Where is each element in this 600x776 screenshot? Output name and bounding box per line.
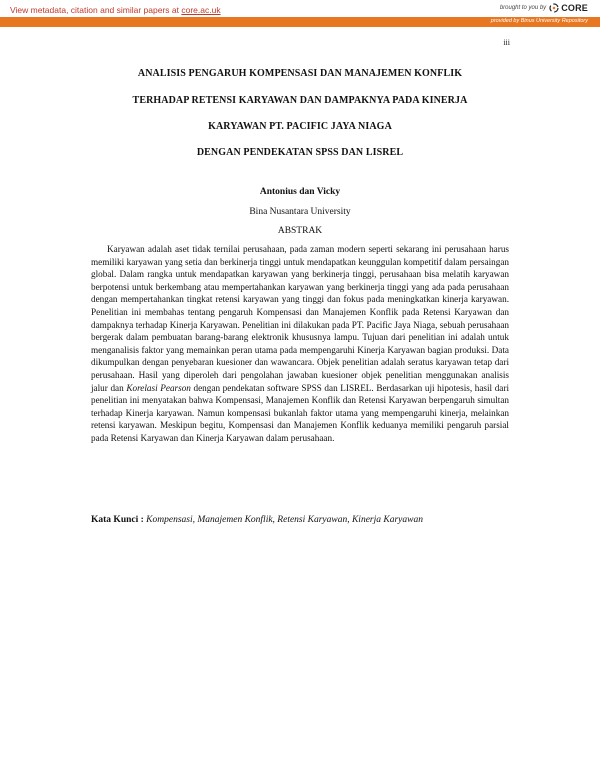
keywords-label: Kata Kunci : [91, 515, 144, 525]
abstract-text-part-1: Karyawan adalah aset tidak ternilai perusahaan, pada zaman modern seperti sekarang ini perusahaan harus memiliki karyawan yang setia dan berkinerja tinggi untuk mendapatkan keunggulan kompetitif dalam persaingan global. Dalam rangka untuk mendapatkan karyawan yang berkinerja tinggi, perusahaan bisa melatih karyawan berpotensi untuk berkembang atau mempertahankan karyawan yang berkinerja tinggi yang ada pada perusahaan dengan mempertahankan tingkat retensi karyawan yang tinggi dan fokus pada meningkatkan kinerja karyawan. Penelitian ini membahas tentang pengaruh Kompensasi dan Manajemen Konflik pada Retensi Karyawan dan dampaknya terhadap Kinerja Karyawan. Penelitian ini dilakukan pada PT. Pacific Jaya Niaga, sebuah perusahaan bergerak dalam pembuatan barang-barang elektronik khususnya lampu. Tujuan dari penelitian ini adalah untuk menganalisis faktor yang memainkan peran utama pada mempengaruhi Kinerja Karyawan bagian produksi. Data dikumpulkan dengan penyebaran kuesioner dan wawancara. Objek penelitian adalah seratus karyawan tetap dari perusahaan. Hasil yang diperoleh dari pengolahan jawaban kuesioner objek penelitian menggunakan analisis jalur dan [91, 244, 509, 393]
keywords [91, 515, 509, 525]
core-logo-icon [549, 3, 559, 13]
core-banner [0, 0, 600, 28]
authors: Antonius dan Vicky [259, 187, 341, 197]
affiliation: Bina Nusantara University [249, 207, 351, 217]
title-line-4: DENGAN PENDEKATAN SPSS DAN LISREL [196, 147, 404, 158]
core-metadata-link[interactable] [10, 5, 221, 15]
core-brought-text: brought to you by [499, 5, 547, 11]
abstract-heading: ABSTRAK [277, 226, 323, 236]
page-number: iii [503, 38, 510, 47]
core-logo[interactable] [549, 3, 588, 13]
core-provided-bar [0, 17, 600, 27]
core-link-text: View metadata, citation and similar papers at [10, 5, 182, 15]
core-provided-text[interactable]: provided by Binus University Repository [490, 18, 588, 24]
abstract-text-part-2: dengan pendekatan software SPSS dan LISREL. Berdasarkan uji hipotesis, hasil dari penelitian ini menyatakan bahwa Kompensasi, Manajemen Konflik dan Retensi Karyawan berpengaruh simultan terhadap Kinerja karyawan. Namun kompensasi bukanlah faktor utama yang mempengaruhi kinerja, melainkan retensi karyawan. Meskipun begitu, Kompensasi dan Manajemen Konflik keduanya memiliki pengaruh parsial pada Retensi Karyawan dan Kinerja Karyawan dalam perusahaan. [91, 382, 509, 443]
core-link-domain[interactable]: core.ac.uk [181, 5, 221, 15]
title-line-1: ANALISIS PENGARUH KOMPENSASI DAN MANAJEMEN KONFLIK [137, 68, 463, 79]
core-logo-word: CORE [561, 3, 588, 13]
keywords-values: Kompensasi, Manajemen Konflik, Retensi Karyawan, Kinerja Karyawan [146, 515, 423, 525]
abstract-body [91, 243, 509, 445]
title-line-2: TERHADAP RETENSI KARYAWAN DAN DAMPAKNYA PADA KINERJA [132, 95, 468, 106]
title-line-3: KARYAWAN PT. PACIFIC JAYA NIAGA [208, 121, 392, 132]
abstract-text-italic: Korelasi Pearson [126, 382, 191, 393]
core-brought-by[interactable] [500, 3, 588, 13]
